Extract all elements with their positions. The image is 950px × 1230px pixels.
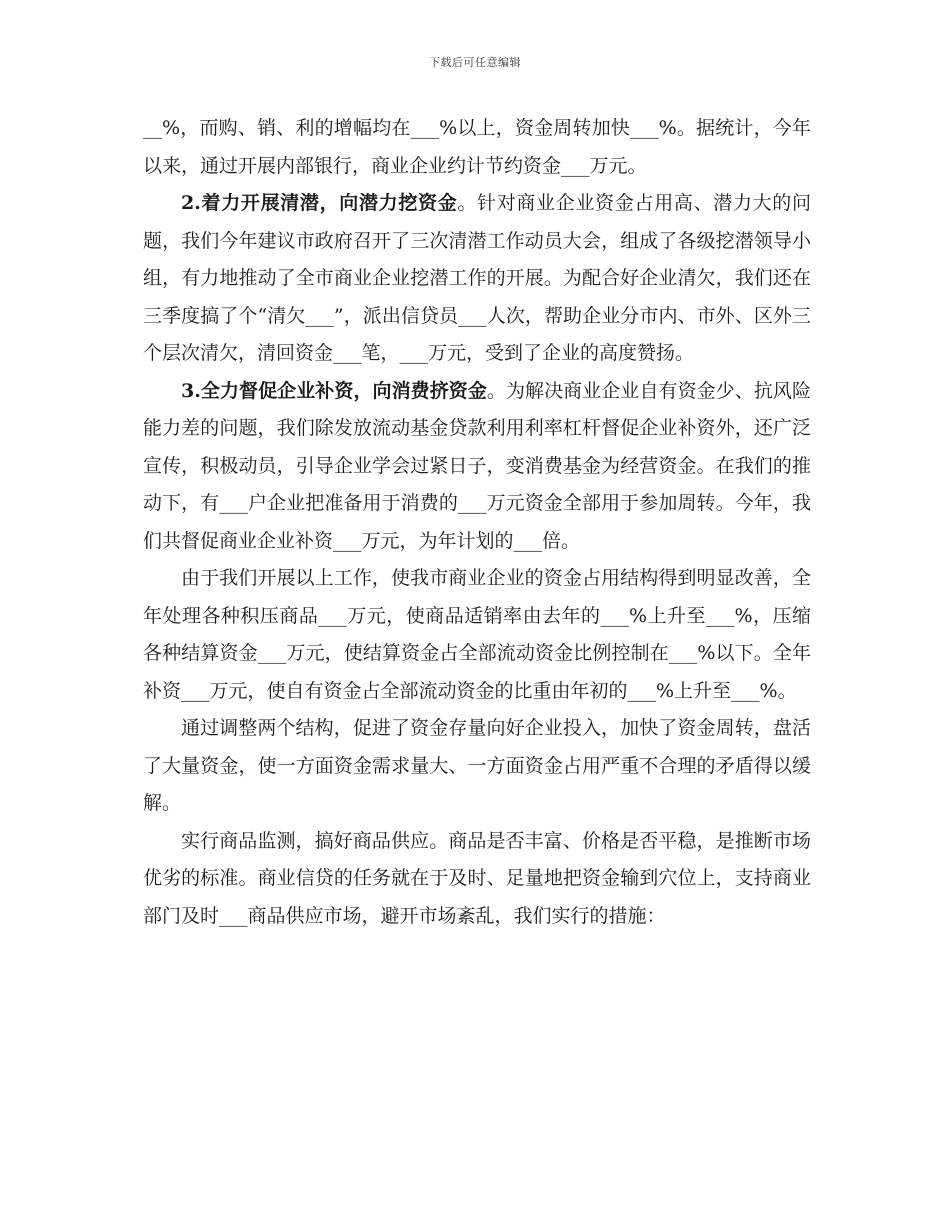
paragraph-2-text: 。针对商业企业资金占用高、潜力大的问题，我们今年建议市政府召开了三次清潜工作动员大会，组成了各级挖潜领导小组，有力地推动了全市商业企业挖潜工作的开展。为配合好企业清欠，我们还在三季度搞了个“清欠___”，派出信贷员___人次，帮助企业分市内、市外、区外三个层次清欠，清回资金___笔，___万元，受到了企业的高度赞扬。 (143, 192, 811, 364)
paragraph-2 (143, 185, 811, 373)
paragraph-2-heading: 2.着力开展清潜，向潜力挖资金 (181, 192, 458, 214)
paragraph-1-text: __%，而购、销、利的增幅均在___%以上，资金周转加快___%。据统计，今年以来，通过开展内部银行，商业企业约计节约资金___万元。 (143, 117, 811, 177)
paragraph-6 (143, 823, 811, 936)
document-body (143, 110, 811, 935)
paragraph-3-heading: 3.全力督促企业补资，向消费挤资金 (181, 379, 487, 402)
header-note: 下载后可任意编辑 (429, 56, 521, 69)
paragraph-5 (143, 710, 811, 823)
paragraph-6-text: 实行商品监测，搞好商品供应。商品是否丰富、价格是否平稳，是推断市场优劣的标准。商业信贷的任务就在于及时、足量地把资金输到穴位上，支持商业部门及时___商品供应市场，避开市场紊乱，我们实行的措施： (143, 829, 811, 927)
paragraph-1 (143, 110, 811, 185)
paragraph-3-text: 。为解决商业企业自有资金少、抗风险能力差的问题，我们除发放流动基金贷款利用利率杠杆督促企业补资外，还广泛宣传，积极动员，引导企业学会过紧日子，变消费基金为经营资金。在我们的推动下，有___户企业把准备用于消费的___万元资金全部用于参加周转。今年，我们共督促商业企业补资___万元，为年计划的___倍。 (143, 379, 811, 552)
paragraph-3 (143, 373, 811, 561)
paragraph-4 (143, 560, 811, 710)
paragraph-4-text: 由于我们开展以上工作，使我市商业企业的资金占用结构得到明显改善，全年处理各种积压商品___万元，使商品适销率由去年的___%上升至___%，压缩各种结算资金___万元，使结算资金占全部流动资金比例控制在___%以下。全年补资___万元，使自有资金占全部流动资金的比重由年初的___%上升至___%。 (143, 567, 811, 702)
paragraph-5-text: 通过调整两个结构，促进了资金存量向好企业投入，加快了资金周转，盘活了大量资金，使一方面资金需求量大、一方面资金占用严重不合理的矛盾得以缓解。 (143, 717, 811, 814)
